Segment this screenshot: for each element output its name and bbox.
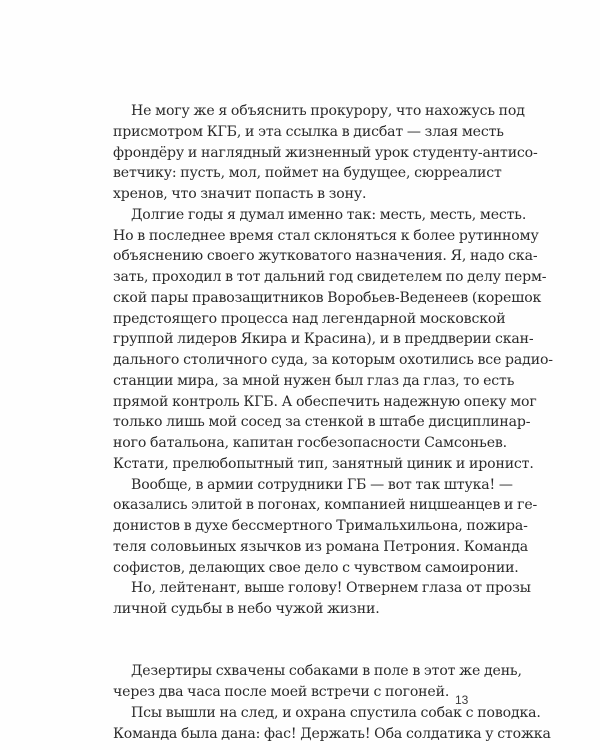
text-line: Не могу же я объяснить прокурору, что нахожусь под <box>131 103 525 119</box>
text-line: только лишь мой сосед за стенкой в штабе дисциплинар- <box>113 414 531 431</box>
text-line: ного батальона, капитан госбезопасности Самсоньев. <box>113 435 507 451</box>
text-line: личной судьбы в небо чужой жизни. <box>113 601 380 617</box>
text-line: дального столичного суда, за которым охотились все радио- <box>113 352 553 368</box>
text-line: прямой контроль КГБ. А обеспечить надежную опеку мог <box>113 393 537 410</box>
text-line: через два часа после моей встречи с погоней. <box>113 684 450 700</box>
paragraph <box>113 475 538 579</box>
page-number: 13 <box>455 693 469 707</box>
text-line: фрондёру и наглядный жизненный урок студенту-антисо- <box>113 144 538 161</box>
paragraph <box>113 578 531 620</box>
text-line: предстоящего процесса над легендарной московской <box>113 310 506 327</box>
text-line: Кстати, прелюбопытный тип, занятный циник и иронист. <box>113 455 534 472</box>
text-line: оказались элитой в погонах, компанией ницшеанцев и ге- <box>113 497 538 514</box>
paragraph <box>113 703 551 745</box>
text-line: станции мира, за мной нужен был глаз да глаз, то есть <box>113 372 515 389</box>
text-line: Команда была дана: фас! Держать! Оба солдатика у стожка <box>113 725 551 742</box>
text-line: Вообще, в армии сотрудники ГБ — вот так штука! — <box>131 476 513 493</box>
text-line: Но, лейтенант, выше голову! Отвернем глаза от прозы <box>131 580 531 597</box>
text-line: Но в последнее время стал склоняться к более рутинному <box>113 227 539 244</box>
text-line: группой лидеров Якира и Красина), и в преддверии скан- <box>113 331 534 348</box>
text-line: теля соловьиных язычков из романа Петрония. Команда <box>113 538 529 555</box>
text-line: зать, проходил в тот дальний год свидетелем по делу перм- <box>113 269 547 285</box>
text-line: софистов, делающих свое дело с чувством самоиронии. <box>113 559 519 576</box>
text-line: Долгие годы я думал именно так: месть, месть, месть. <box>131 206 527 223</box>
section-break <box>113 620 469 662</box>
text-line: ской пары правозащитников Воробьев-Веденеев (корешок <box>113 289 542 306</box>
paragraph <box>113 661 522 703</box>
text-line: хренов, что значит попасть в зону. <box>113 186 367 202</box>
text-line: Дезертиры схвачены собаками в поле в этот же день, <box>131 663 522 680</box>
text-line: Псы вышли на след, и охрана спустила собак с поводка. <box>131 704 541 721</box>
paragraph <box>113 101 538 205</box>
paragraph <box>113 205 553 475</box>
page-body-text <box>113 101 553 744</box>
text-line: ветчику: пусть, мол, поймет на будущее, сюрреалист <box>113 165 502 182</box>
text-line: объяснению своего жутковатого назначения. Я, надо ска- <box>113 248 538 265</box>
text-line: донистов в духе бессмертного Тримальхильона, пожира- <box>113 518 528 534</box>
text-line: присмотром КГБ, и эта ссылка в дисбат — злая месть <box>113 123 504 140</box>
